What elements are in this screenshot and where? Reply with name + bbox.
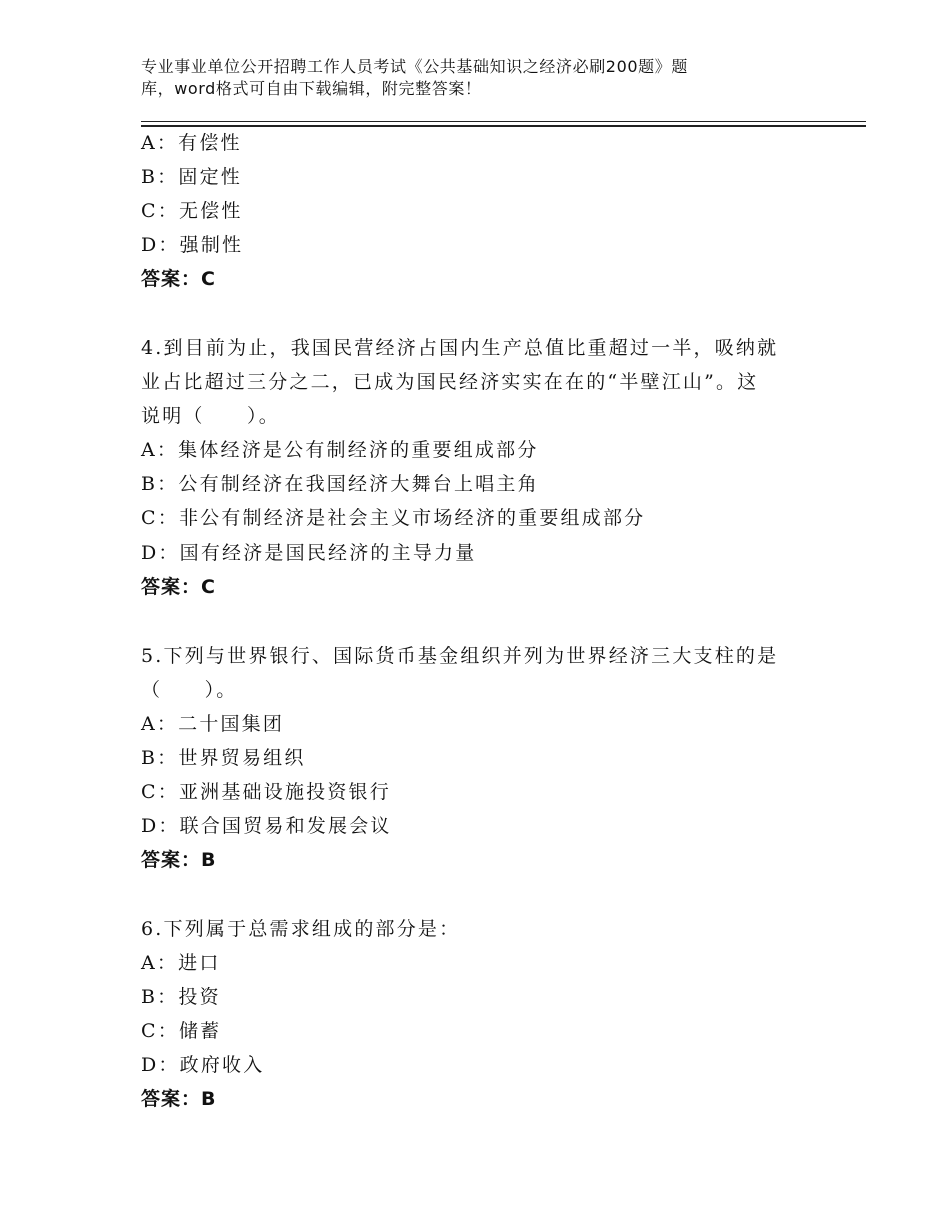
document-header bbox=[141, 56, 781, 100]
q4-option-a: A：集体经济是公有制经济的重要组成部分 bbox=[141, 439, 539, 461]
q4-stem-line-3: 说明（ ）。 bbox=[141, 405, 280, 427]
q5-option-a: A：二十国集团 bbox=[141, 713, 285, 735]
q5-stem-line-1: 5.下列与世界银行、国际货币基金组织并列为世界经济三大支柱的是 bbox=[141, 645, 779, 667]
q4-stem-line-1: 4.到目前为止，我国民营经济占国内生产总值比重超过一半，吸纳就 bbox=[141, 337, 779, 359]
q6-option-b: B：投资 bbox=[141, 986, 221, 1008]
header-divider-thick bbox=[141, 125, 866, 127]
q3-answer: 答案：C bbox=[141, 268, 216, 290]
q3-option-c: C：无偿性 bbox=[141, 200, 243, 222]
q4-answer: 答案：C bbox=[141, 576, 216, 598]
header-divider-thin bbox=[141, 121, 866, 122]
q6-option-a: A：进口 bbox=[141, 952, 221, 974]
q4-option-d: D：国有经济是国民经济的主导力量 bbox=[141, 542, 477, 564]
q4-option-c: C：非公有制经济是社会主义市场经济的重要组成部分 bbox=[141, 507, 646, 529]
q4-option-b: B：公有制经济在我国经济大舞台上唱主角 bbox=[141, 473, 539, 495]
q6-stem-line-1: 6.下列属于总需求组成的部分是： bbox=[141, 918, 461, 940]
q6-option-c: C：储蓄 bbox=[141, 1020, 222, 1042]
q5-stem-line-2: （ ）。 bbox=[141, 679, 238, 701]
header-title-line-2: 库，word格式可自由下载编辑，附完整答案！ bbox=[141, 79, 482, 98]
header-title-line-1: 专业事业单位公开招聘工作人员考试《公共基础知识之经济必刷200题》题 bbox=[141, 57, 688, 76]
q5-option-b: B：世界贸易组织 bbox=[141, 747, 306, 769]
q3-option-a: A：有偿性 bbox=[141, 132, 242, 154]
q5-answer: 答案：B bbox=[141, 849, 217, 871]
q5-option-d: D：联合国贸易和发展会议 bbox=[141, 815, 392, 837]
q6-option-d: D：政府收入 bbox=[141, 1054, 265, 1076]
q3-option-b: B：固定性 bbox=[141, 166, 242, 188]
q6-answer: 答案：B bbox=[141, 1088, 217, 1110]
q5-option-c: C：亚洲基础设施投资银行 bbox=[141, 781, 391, 803]
q3-option-d: D：强制性 bbox=[141, 234, 244, 256]
q4-stem-line-2: 业占比超过三分之二，已成为国民经济实实在在的“半壁江山”。这 bbox=[141, 371, 759, 393]
